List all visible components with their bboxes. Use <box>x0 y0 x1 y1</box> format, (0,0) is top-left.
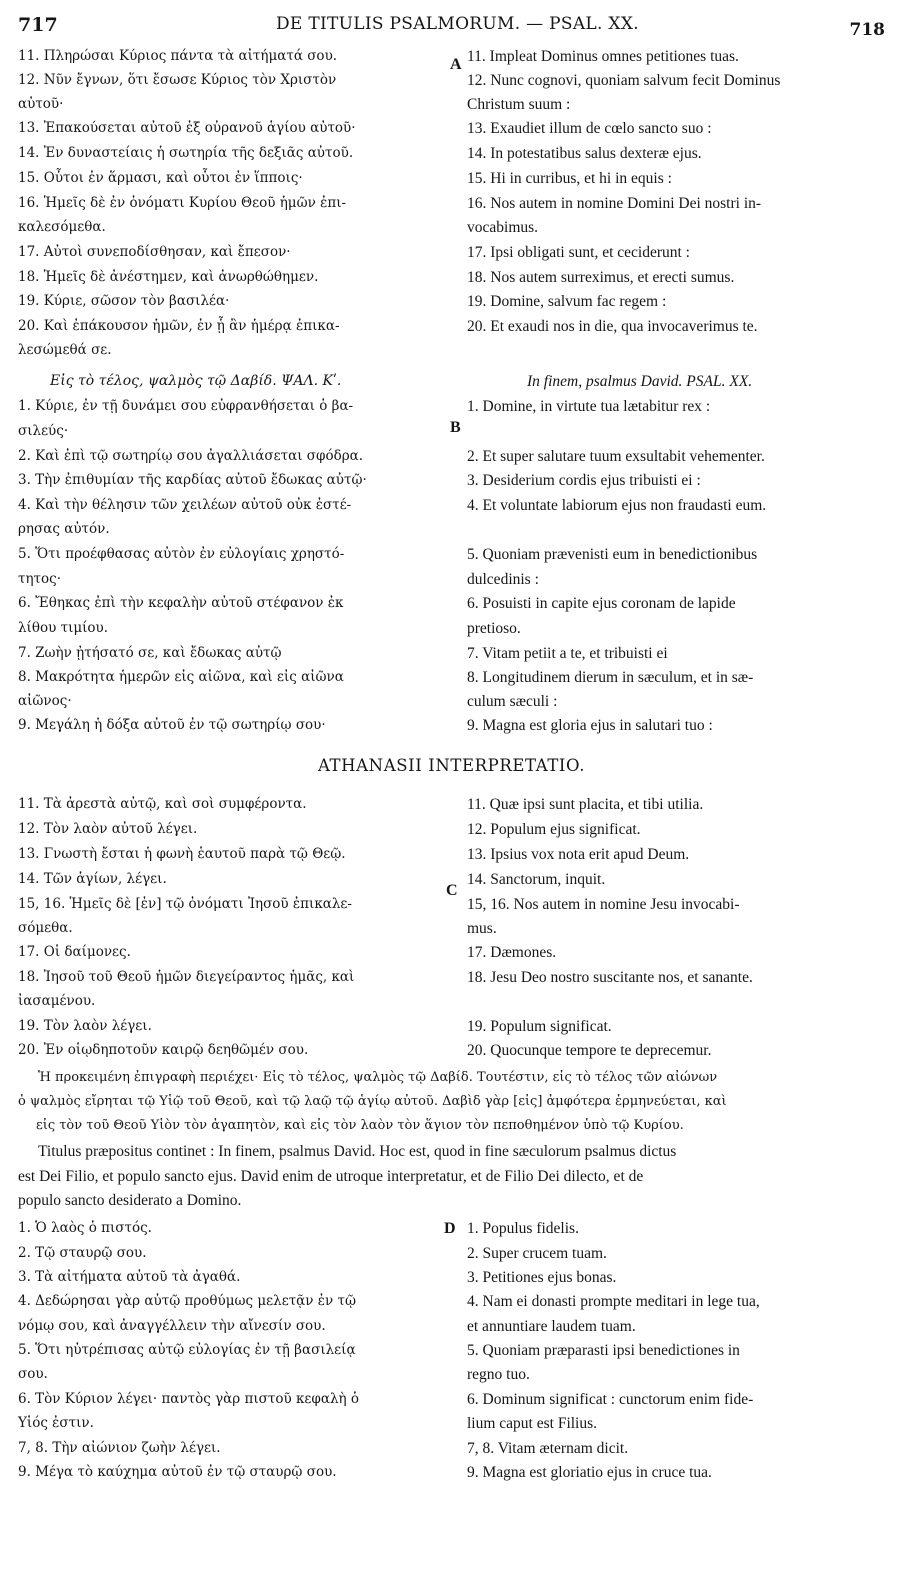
latin-line: 8. Longitudinem dierum in sæculum, et in sæ- <box>467 669 754 686</box>
commentary-greek-line: εἰς τὸν τοῦ Θεοῦ Υἱὸν τὸν ἀγαπητὸν, καὶ εἰς τὸν λαὸν τὸν ἅγιον τὸν πεποθημένον ὑπὸ τῷ Κυρίου. <box>36 1118 684 1133</box>
psalm-title-greek: Εἰς τὸ τέλος, ψαλμὸς τῷ Δαβίδ. ΨΑΛ. Κʹ. <box>50 373 342 389</box>
greek-line: αἰῶνος· <box>18 693 72 709</box>
greek-line: 18. Ἰησοῦ τοῦ Θεοῦ ἡμῶν διεγείραντος ἡμᾶς, καὶ <box>18 969 355 985</box>
latin-line: 5. Quoniam præparasti ipsi benedictiones in <box>467 1342 740 1359</box>
latin-line: 11. Quæ ipsi sunt placita, et tibi utilia. <box>467 796 704 813</box>
greek-line: 8. Μακρότητα ἡμερῶν εἰς αἰῶνα, καὶ εἰς αἰῶνα <box>18 669 344 685</box>
greek-line: 11. Τὰ ἀρεστὰ αὐτῷ, καὶ σοὶ συμφέροντα. <box>18 796 307 812</box>
greek-line: 20. Ἐν οἱῳδηποτοῦν καιρῷ δεηθῶμέν σου. <box>18 1042 309 1058</box>
greek-line: σου. <box>18 1366 48 1382</box>
latin-line: 4. Nam ei donasti prompte meditari in lege tua, <box>467 1293 760 1310</box>
latin-line: 7. Vitam petiit a te, et tribuisti ei <box>467 645 668 662</box>
greek-line: 5. Ὅτι ηὐτρέπισας αὐτῷ εὐλογίας ἐν τῇ βασιλείᾳ <box>18 1342 356 1358</box>
latin-line: 14. Sanctorum, inquit. <box>467 871 606 888</box>
greek-line: 1. Κύριε, ἐν τῇ δυνάμει σου εὐφρανθήσεται ὁ βα- <box>18 398 354 414</box>
greek-line: ρησας αὐτόν. <box>18 521 110 537</box>
commentary-greek-line: Ἡ προκειμένη ἐπιγραφὴ περιέχει· Εἰς τὸ τέλος, ψαλμὸς τῷ Δαβίδ. Τουτέστιν, εἰς τὸ τέλος τῶν αἰώνων <box>38 1070 718 1085</box>
greek-line: 1. Ὁ λαὸς ὁ πιστός. <box>18 1220 152 1236</box>
exposition-section <box>18 1220 885 1490</box>
greek-line: 14. Τῶν ἁγίων, λέγει. <box>18 871 167 887</box>
greek-line: 2. Καὶ ἐπὶ τῷ σωτηρίῳ σου ἀγαλλιάσεται σφόδρα. <box>18 448 364 464</box>
greek-line: καλεσόμεθα. <box>18 219 106 235</box>
latin-line: 3. Petitiones ejus bonas. <box>467 1269 617 1286</box>
greek-line: 3. Τὴν ἐπιθυμίαν τῆς καρδίας αὐτοῦ ἔδωκας αὐτῷ· <box>18 472 367 488</box>
latin-line: 18. Jesu Deo nostro suscitante nos, et sanante. <box>467 969 753 986</box>
commentary-latin-line: est Dei Filio, et populo sancto ejus. David enim de utroque interpretatur, et de Filio Dei dilecto, et de <box>18 1168 644 1185</box>
greek-line: 12. Νῦν ἔγνων, ὅτι ἔσωσε Κύριος τὸν Χριστὸν <box>18 72 337 88</box>
latin-line: dulcedinis : <box>467 571 539 588</box>
latin-line: 20. Et exaudi nos in die, qua invocaverimus te. <box>467 318 758 335</box>
greek-line: 17. Αὐτοὶ συνεποδίσθησαν, καὶ ἔπεσον· <box>18 244 291 260</box>
latin-line: 17. Ipsi obligati sunt, et ceciderunt : <box>467 244 690 261</box>
greek-line: 6. Τὸν Κύριον λέγει· παντὸς γὰρ πιστοῦ κεφαλὴ ὁ <box>18 1391 360 1407</box>
greek-line: 15, 16. Ἡμεῖς δὲ [ἐν] τῷ ὀνόματι Ἰησοῦ ἐπικαλε- <box>18 896 352 912</box>
latin-line: 11. Impleat Dominus omnes petitiones tuas. <box>467 48 739 65</box>
latin-line: 12. Nunc cognovi, quoniam salvum fecit Dominus <box>467 72 781 89</box>
latin-line: 6. Posuisti in capite ejus coronam de lapide <box>467 595 736 612</box>
latin-line: 2. Et super salutare tuum exsultabit vehementer. <box>467 448 765 465</box>
latin-line: 1. Populus fidelis. <box>467 1220 579 1237</box>
commentary-greek-line: ὁ ψαλμὸς εἴρηται τῷ Υἱῷ τοῦ Θεοῦ, καὶ τῷ λαῷ τῷ ἁγίῳ αὐτοῦ. Δαβὶδ γὰρ [εἰς] ἀμφότερα ἑρμηνεύεται, καὶ <box>18 1094 727 1109</box>
greek-line: λεσώμεθά σε. <box>18 342 112 358</box>
margin-marker-a: A <box>450 56 462 73</box>
greek-line: σόμεθα. <box>18 920 73 936</box>
latin-line: 5. Quoniam prævenisti eum in benedictionibus <box>467 546 758 563</box>
latin-line: 13. Exaudiet illum de cœlo sancto suo : <box>467 120 712 137</box>
greek-line: 18. Ἡμεῖς δὲ ἀνέστημεν, καὶ ἀνωρθώθημεν. <box>18 269 319 285</box>
greek-line: 3. Τὰ αἰτήματα αὐτοῦ τὰ ἀγαθά. <box>18 1269 241 1285</box>
greek-line: 12. Τὸν λαὸν αὐτοῦ λέγει. <box>18 821 198 837</box>
latin-line: mus. <box>467 920 497 937</box>
margin-marker-d: D <box>444 1220 456 1237</box>
latin-line: 9. Magna est gloriatio ejus in cruce tua. <box>467 1464 712 1481</box>
section-heading: ATHANASII INTERPRETATIO. <box>317 756 586 775</box>
greek-line: 4. Καὶ τὴν θέλησιν τῶν χειλέων αὐτοῦ οὐκ ἐστέ- <box>18 497 352 513</box>
margin-marker-b: B <box>450 419 461 436</box>
latin-line: 4. Et voluntate labiorum ejus non fraudasti eum. <box>467 497 767 514</box>
latin-line: 16. Nos autem in nomine Domini Dei nostri in- <box>467 195 762 212</box>
latin-line: 7, 8. Vitam æternam dicit. <box>467 1440 629 1457</box>
commentary-latin-line: populo sancto desiderato a Domino. <box>18 1192 242 1209</box>
latin-line: 13. Ipsius vox nota erit apud Deum. <box>467 846 690 863</box>
latin-line: 19. Domine, salvum fac regem : <box>467 293 667 310</box>
greek-line: 5. Ὅτι προέφθασας αὐτὸν ἐν εὐλογίαις χρηστό- <box>18 546 345 562</box>
interpretation-section <box>18 796 885 1061</box>
page-number-right: 718 <box>849 20 885 40</box>
greek-line: 20. Καὶ ἐπάκουσον ἡμῶν, ἐν ᾗ ἂν ἡμέρᾳ ἐπικα- <box>18 318 340 334</box>
greek-line: 2. Τῷ σταυρῷ σου. <box>18 1245 147 1261</box>
commentary-block <box>18 1070 885 1220</box>
latin-line: 2. Super crucem tuam. <box>467 1245 607 1262</box>
greek-line: 13. Ἐπακούσεται αὐτοῦ ἐξ οὐρανοῦ ἁγίου αὐτοῦ· <box>18 120 356 136</box>
page-header <box>18 14 885 44</box>
greek-line: 17. Οἱ δαίμονες. <box>18 944 131 960</box>
commentary-latin-line: Titulus præpositus continet : In finem, psalmus David. Hoc est, quod in fine sæculorum psalmus dictus <box>38 1143 677 1160</box>
latin-line: 15, 16. Nos autem in nomine Jesu invocabi- <box>467 896 740 913</box>
greek-line: νόμῳ σου, καὶ ἀναγγέλλειν τὴν αἴνεσίν σου. <box>18 1318 326 1334</box>
greek-line: 19. Τὸν λαὸν λέγει. <box>18 1018 152 1034</box>
greek-line: 4. Δεδώρησαι γὰρ αὐτῷ προθύμως μελετᾷν ἐν τῷ <box>18 1293 357 1309</box>
latin-line: vocabimus. <box>467 219 539 236</box>
latin-line: lium caput est Filius. <box>467 1415 598 1432</box>
latin-line: 14. In potestatibus salus dexteræ ejus. <box>467 145 702 162</box>
latin-line: Christum suum : <box>467 96 571 113</box>
greek-line: σιλεύς· <box>18 423 69 439</box>
greek-line: 9. Μεγάλη ἡ δόξα αὐτοῦ ἐν τῷ σωτηρίῳ σου· <box>18 717 326 733</box>
greek-line: τητος· <box>18 571 62 587</box>
greek-line: 9. Μέγα τὸ καύχημα αὐτοῦ ἐν τῷ σταυρῷ σου. <box>18 1464 337 1480</box>
greek-line: 15. Οὗτοι ἐν ἅρμασι, καὶ οὗτοι ἐν ἵπποις· <box>18 170 303 186</box>
page-number-left: 717 <box>18 14 58 36</box>
greek-line: ἰασαμένου. <box>18 993 96 1009</box>
psalm-xx-section <box>18 373 885 738</box>
greek-line: αὐτοῦ· <box>18 96 64 112</box>
latin-line: 9. Magna est gloria ejus in salutari tuo : <box>467 717 713 734</box>
psalm-title-latin: In finem, psalmus David. PSAL. XX. <box>527 373 753 390</box>
latin-line: 1. Domine, in virtute tua lætabitur rex : <box>467 398 711 415</box>
greek-line: 19. Κύριε, σῶσον τὸν βασιλέα· <box>18 293 230 309</box>
latin-line: 12. Populum ejus significat. <box>467 821 641 838</box>
latin-line: 17. Dæmones. <box>467 944 557 961</box>
latin-line: 6. Dominum significat : cunctorum enim fide- <box>467 1391 754 1408</box>
greek-line: 7. Ζωὴν ᾐτήσατό σε, καὶ ἔδωκας αὐτῷ <box>18 645 282 661</box>
verses-section-1 <box>18 48 885 368</box>
greek-line: 7, 8. Τὴν αἰώνιον ζωὴν λέγει. <box>18 1440 221 1456</box>
greek-line: 16. Ἡμεῖς δὲ ἐν ὀνόματι Κυρίου Θεοῦ ἡμῶν ἐπι- <box>18 195 347 211</box>
latin-line: 3. Desiderium cordis ejus tribuisti ei : <box>467 472 701 489</box>
greek-line: Υἱός ἐστιν. <box>18 1415 94 1431</box>
greek-line: 6. Ἔθηκας ἐπὶ τὴν κεφαλὴν αὐτοῦ στέφανον ἐκ <box>18 595 344 611</box>
latin-line: pretioso. <box>467 620 521 637</box>
latin-line: 18. Nos autem surreximus, et erecti sumus. <box>467 269 735 286</box>
latin-line: et annuntiare laudem tuam. <box>467 1318 636 1335</box>
latin-line: regno tuo. <box>467 1366 530 1383</box>
greek-line: 11. Πληρώσαι Κύριος πάντα τὰ αἰτήματά σου. <box>18 48 338 64</box>
margin-marker-c: C <box>446 882 458 899</box>
running-title: DE TITULIS PSALMORUM. — PSAL. XX. <box>276 14 639 34</box>
greek-line: λίθου τιμίου. <box>18 620 109 636</box>
greek-line: 14. Ἐν δυναστείαις ἡ σωτηρία τῆς δεξιᾶς αὐτοῦ. <box>18 145 354 161</box>
latin-line: 20. Quocunque tempore te deprecemur. <box>467 1042 712 1059</box>
latin-line: 15. Hi in curribus, et hi in equis : <box>467 170 672 187</box>
latin-line: culum sæculi : <box>467 693 558 710</box>
greek-line: 13. Γνωστὴ ἔσται ἡ φωνὴ ἑαυτοῦ παρὰ τῷ Θεῷ. <box>18 846 346 862</box>
latin-line: 19. Populum significat. <box>467 1018 612 1035</box>
